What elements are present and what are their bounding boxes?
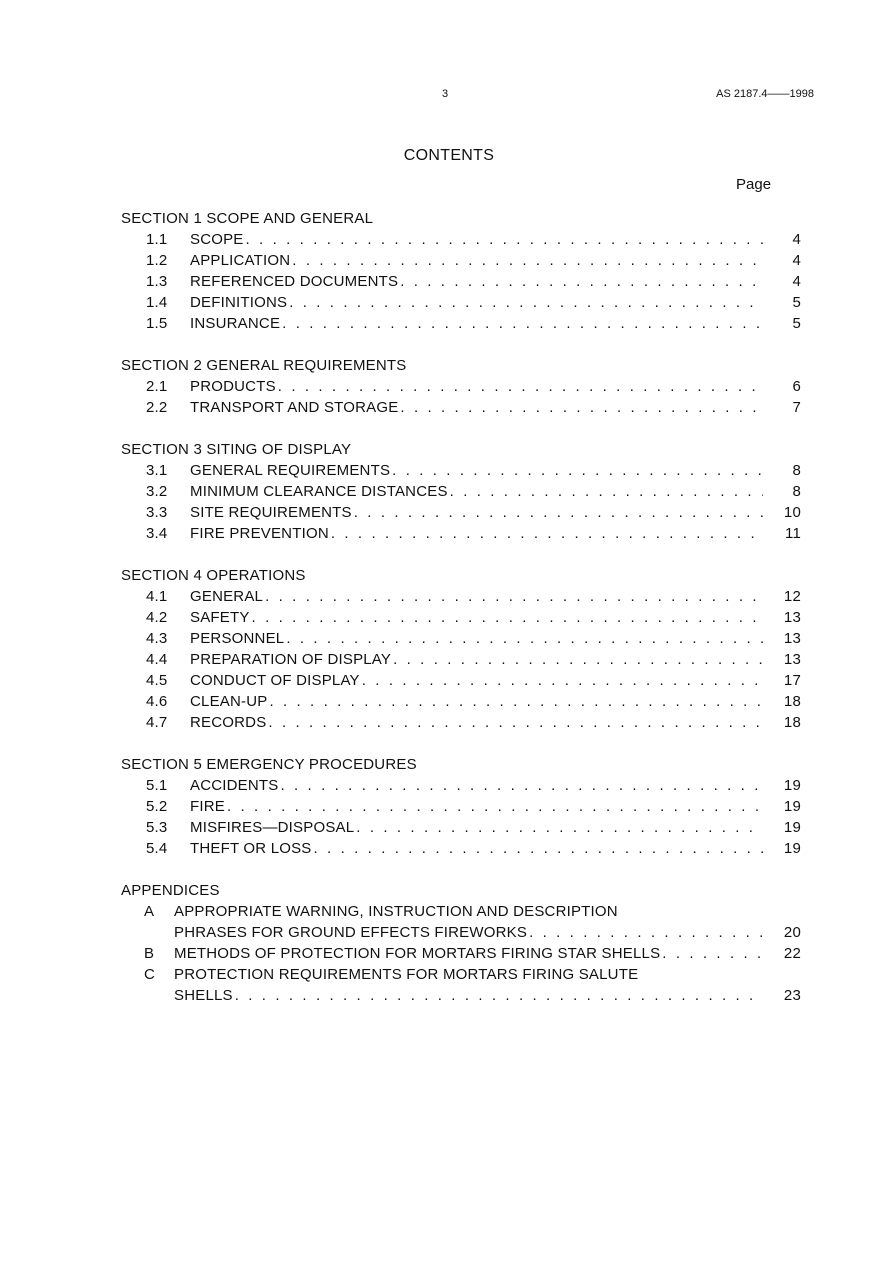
entry-page: 19: [783, 777, 801, 794]
entry-number: 5.1: [146, 777, 168, 794]
dot-leader: [286, 628, 763, 649]
entry-number: 3.1: [146, 462, 168, 479]
entry-page: 7: [792, 399, 801, 416]
dot-leader: [400, 397, 763, 418]
dot-leader: [392, 460, 763, 481]
entry-page: 22: [783, 945, 801, 962]
dot-leader: [331, 523, 763, 544]
entry-page: 19: [783, 798, 801, 815]
section-heading: SECTION 5 EMERGENCY PROCEDURES: [121, 756, 417, 773]
toc-entry[interactable]: [121, 397, 801, 418]
entry-page: 23: [783, 987, 801, 1004]
entry-page: 4: [792, 231, 801, 248]
page-number: 3: [442, 88, 449, 100]
entry-label: REFERENCED DOCUMENTS: [190, 273, 399, 290]
entry-label: ACCIDENTS: [190, 777, 279, 794]
entry-label: FIRE: [190, 798, 225, 815]
dot-leader: [354, 502, 763, 523]
entry-number: 3.4: [146, 525, 168, 542]
section-heading: SECTION 3 SITING OF DISPLAY: [121, 441, 352, 458]
entry-page: 8: [792, 462, 801, 479]
toc-entry[interactable]: [121, 250, 801, 271]
entry-page: 13: [783, 609, 801, 626]
appendix-label-line2: SHELLS: [174, 987, 233, 1004]
entry-label: TRANSPORT AND STORAGE: [190, 399, 399, 416]
toc-entry[interactable]: [121, 229, 801, 250]
dot-leader: [529, 922, 763, 943]
entry-label: APPLICATION: [190, 252, 291, 269]
dot-leader: [268, 712, 763, 733]
section-heading: APPENDICES: [121, 882, 220, 899]
toc-appendices: [121, 880, 801, 1006]
document-code: AS 2187.4——1998: [716, 88, 814, 100]
entry-label: SAFETY: [190, 609, 250, 626]
toc-entry[interactable]: [121, 376, 801, 397]
toc-section-2: [121, 355, 801, 418]
page-column-label: Page: [736, 176, 772, 193]
toc-entry[interactable]: [121, 649, 801, 670]
toc-entry[interactable]: [121, 313, 801, 334]
entry-number: 4.7: [146, 714, 168, 731]
toc-entry[interactable]: [121, 628, 801, 649]
entry-page: 19: [783, 840, 801, 857]
appendix-label-line1: METHODS OF PROTECTION FOR MORTARS FIRING STAR SHELLS: [174, 945, 661, 962]
toc-entry[interactable]: [121, 817, 801, 838]
toc-section-5: [121, 754, 801, 859]
appendix-entry-a[interactable]: [121, 901, 801, 922]
entry-label: GENERAL REQUIREMENTS: [190, 462, 391, 479]
dot-leader: [278, 376, 763, 397]
entry-page: 11: [785, 525, 801, 542]
entry-page: 18: [783, 714, 801, 731]
dot-leader: [227, 796, 763, 817]
section-heading: SECTION 4 OPERATIONS: [121, 567, 306, 584]
dot-leader: [246, 229, 763, 250]
entry-label: FIRE PREVENTION: [190, 525, 329, 542]
entry-label: SITE REQUIREMENTS: [190, 504, 352, 521]
entry-page: 12: [783, 588, 801, 605]
toc-entry[interactable]: [121, 481, 801, 502]
entry-number: 4.6: [146, 693, 168, 710]
entry-number: 4.1: [146, 588, 168, 605]
entry-label: RECORDS: [190, 714, 267, 731]
entry-number: 5.3: [146, 819, 168, 836]
entry-label: THEFT OR LOSS: [190, 840, 312, 857]
dot-leader: [265, 586, 763, 607]
dot-leader: [282, 313, 763, 334]
appendix-entry-b[interactable]: [121, 943, 801, 964]
entry-label: PRODUCTS: [190, 378, 276, 395]
dot-leader: [235, 985, 763, 1006]
entry-number: 4.2: [146, 609, 168, 626]
entry-label: SCOPE: [190, 231, 244, 248]
entry-number: 1.3: [146, 273, 168, 290]
toc-entry[interactable]: [121, 523, 801, 544]
appendix-letter: C: [144, 966, 156, 983]
dot-leader: [400, 271, 763, 292]
entry-number: 3.2: [146, 483, 168, 500]
entry-page: 13: [783, 651, 801, 668]
toc-entry[interactable]: [121, 691, 801, 712]
dot-leader: [252, 607, 763, 628]
toc-section-1: [121, 208, 801, 334]
entry-page: 18: [783, 693, 801, 710]
toc-section-3: [121, 439, 801, 544]
dot-leader: [362, 670, 763, 691]
toc-entry[interactable]: [121, 670, 801, 691]
section-heading: SECTION 2 GENERAL REQUIREMENTS: [121, 357, 407, 374]
entry-number: 3.3: [146, 504, 168, 521]
appendix-entry-c[interactable]: [121, 964, 801, 985]
entry-number: 1.1: [146, 231, 168, 248]
entry-label: MISFIRES—DISPOSAL: [190, 819, 355, 836]
entry-number: 1.4: [146, 294, 168, 311]
toc-entry[interactable]: [121, 586, 801, 607]
dot-leader: [662, 943, 763, 964]
entry-label: PERSONNEL: [190, 630, 285, 647]
entry-number: 2.2: [146, 399, 168, 416]
entry-label: GENERAL: [190, 588, 264, 605]
entry-number: 2.1: [146, 378, 168, 395]
toc-entry[interactable]: [121, 502, 801, 523]
entry-page: 5: [792, 294, 801, 311]
entry-label: PREPARATION OF DISPLAY: [190, 651, 392, 668]
entry-page: 13: [783, 630, 801, 647]
dot-leader: [280, 775, 763, 796]
entry-label: MINIMUM CLEARANCE DISTANCES: [190, 483, 448, 500]
appendix-entry-a-continued[interactable]: [121, 922, 801, 943]
toc-entry[interactable]: [121, 775, 801, 796]
dot-leader: [289, 292, 763, 313]
toc-section-4: [121, 565, 801, 733]
dot-leader: [393, 649, 763, 670]
entry-label: INSURANCE: [190, 315, 281, 332]
page-title: CONTENTS: [403, 147, 495, 164]
toc-entry[interactable]: [121, 271, 801, 292]
entry-number: 1.5: [146, 315, 168, 332]
dot-leader: [292, 250, 763, 271]
toc-entry[interactable]: [121, 796, 801, 817]
dot-leader: [314, 838, 763, 859]
toc-entry[interactable]: [121, 292, 801, 313]
entry-page: 10: [783, 504, 801, 521]
entry-label: DEFINITIONS: [190, 294, 288, 311]
entry-label: CLEAN-UP: [190, 693, 268, 710]
entry-page: 4: [792, 252, 801, 269]
appendix-entry-c-continued[interactable]: [121, 985, 801, 1006]
entry-number: 4.4: [146, 651, 168, 668]
entry-number: 5.4: [146, 840, 168, 857]
toc-entry[interactable]: [121, 838, 801, 859]
entry-page: 20: [783, 924, 801, 941]
entry-label: CONDUCT OF DISPLAY: [190, 672, 360, 689]
entry-page: 5: [792, 315, 801, 332]
entry-page: 4: [792, 273, 801, 290]
entry-page: 6: [792, 378, 801, 395]
toc-entry[interactable]: [121, 607, 801, 628]
entry-page: 8: [792, 483, 801, 500]
dot-leader: [269, 691, 763, 712]
toc-entry[interactable]: [121, 712, 801, 733]
entry-number: 1.2: [146, 252, 168, 269]
appendix-letter: B: [144, 945, 155, 962]
entry-page: 19: [783, 819, 801, 836]
entry-number: 4.3: [146, 630, 168, 647]
dot-leader: [356, 817, 763, 838]
entry-page: 17: [783, 672, 801, 689]
appendix-label-line1: PROTECTION REQUIREMENTS FOR MORTARS FIRING SALUTE: [174, 966, 639, 983]
appendix-letter: A: [144, 903, 155, 920]
section-heading: SECTION 1 SCOPE AND GENERAL: [121, 210, 374, 227]
table-of-contents: [121, 208, 801, 1027]
entry-number: 5.2: [146, 798, 168, 815]
appendix-label-line2: PHRASES FOR GROUND EFFECTS FIREWORKS: [174, 924, 528, 941]
entry-number: 4.5: [146, 672, 168, 689]
toc-entry[interactable]: [121, 460, 801, 481]
appendix-label-line1: APPROPRIATE WARNING, INSTRUCTION AND DESCRIPTION: [174, 903, 618, 920]
dot-leader: [450, 481, 763, 502]
